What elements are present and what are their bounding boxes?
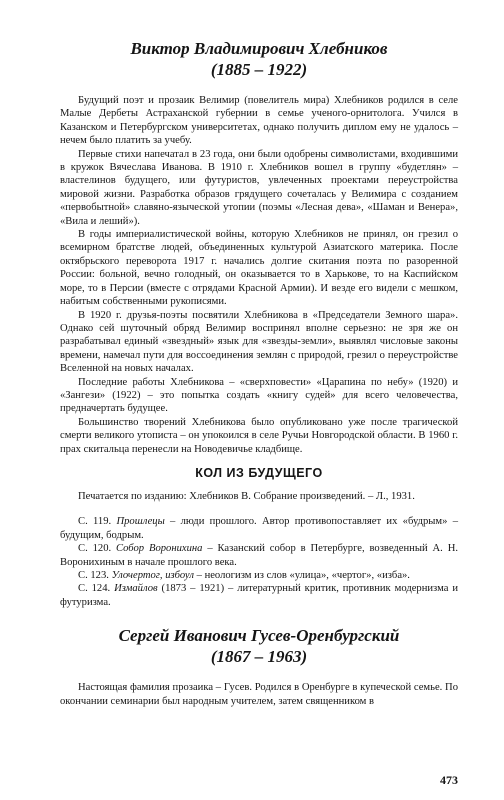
note-page-ref: С. 124.	[78, 583, 115, 595]
author-1-biography	[60, 94, 458, 456]
bio-paragraph: Настоящая фамилия прозаика – Гусев. Родился в Оренбурге в купеческой семье. По окончании семинарии был народным учителем, затем священником в	[60, 682, 458, 707]
author-1-name: Виктор Владимирович Хлебников	[130, 39, 388, 58]
note-term: Измайлов	[114, 583, 158, 595]
author-2-biography	[60, 681, 458, 708]
notes-list	[60, 515, 458, 609]
source-citation: Печатается по изданию: Хлебников В. Собрание произведений. – Л., 1931.	[78, 490, 415, 502]
note-text: – Казанский собор в Петербурге, возведенный А. Н. Воронихиным в начале прошлого века.	[60, 543, 458, 568]
author-2-years: (1867 – 1963)	[210, 647, 308, 667]
author-2-section	[60, 625, 458, 708]
note-item	[60, 542, 458, 569]
note-page-ref: С. 120.	[78, 543, 117, 555]
note-term: Улочертог, избоул	[111, 570, 194, 581]
note-page-ref: С. 119.	[78, 516, 117, 528]
note-text: – люди прошлого. Автор противопоставляет их «будрым» – будущим, бодрым.	[60, 516, 458, 541]
bio-paragraph: Большинство творений Хлебникова было опубликовано уже после трагической смерти великого утописта – он упокоился в селе Ручьи Новгородской области. В 1960 г. прах скитальца перенесли на Новодевичье кладбище.	[60, 416, 458, 455]
note-page-ref: С. 123.	[78, 570, 112, 581]
note-text: (1873 – 1921) – литературный критик, противник модернизма и футуризма.	[60, 583, 458, 608]
page-number: 473	[440, 773, 458, 787]
note-text: – неологизм из слов «улица», «чертог», «изба».	[193, 570, 410, 581]
section-title: КОЛ ИЗ БУДУЩЕГО	[195, 465, 323, 480]
note-term: Собор Воронихина	[116, 543, 203, 555]
bio-paragraph: В 1920 г. друзья-поэты посвятили Хлебникова в «Председатели Земного шара». Однако сей шуточный обряд Велимир воспринял вполне серьезно: не зря же он разрабатывал единый «звездный» язык для «звезды-земли», выявлял числовые законы времени, намечал пути для воссоединения землян с природой, грезил о переустройстве Вселенной на новых началах.	[60, 309, 458, 375]
bio-paragraph: Первые стихи напечатал в 23 года, они были одобрены символистами, входившими в кружок Вячеслава Иванова. В 1910 г. Хлебников вошел в группу «будетлян» – властелинов будущего, или футуристов, увлеченных проектами переустройства мировой жизни. Разработка образов грядущего сочеталась у Велимира с созданием «первобытной» славяно-языческой утопии (поэмы «Лесная дева», «Шаман и Венера», «Вила и леший»).	[60, 148, 458, 227]
author-1-years: (1885 – 1922)	[210, 60, 308, 79]
note-item	[60, 515, 458, 542]
bio-paragraph: Последние работы Хлебникова – «сверхповести» «Царапина по небу» (1920) и «Зангези» (1922) – это попытка создать «книгу судей» для всего человечества, предначертать будущее.	[60, 376, 458, 415]
note-term: Прошлецы	[116, 516, 165, 528]
bio-paragraph: Будущий поэт и прозаик Велимир (повелитель мира) Хлебников родился в селе Малые Дербеты Астраханской губернии в семье ученого-орнитолога. Учился в Казанском и Петербургском университетах, однако получить диплом ему не удалось – нечем было платить за учебу.	[60, 95, 458, 147]
bio-paragraph: В годы империалистической войны, которую Хлебников не принял, он грезил о всемирном братстве людей, объединенных культурой Азиатского материка. После октябрьского переворота 1917 г. начались долгие скитания поэта по разоренной России: больной, вечно голодный, он оказывается то в Харькове, то на Каспийском море, то в Персии (вместе с отрядами Красной Армии). И везде его видели с мешком, набитым собственными рукописями.	[60, 229, 458, 308]
note-item	[60, 582, 458, 609]
author-2-name: Сергей Иванович Гусев-Оренбургский	[118, 626, 400, 646]
note-item	[60, 569, 458, 582]
